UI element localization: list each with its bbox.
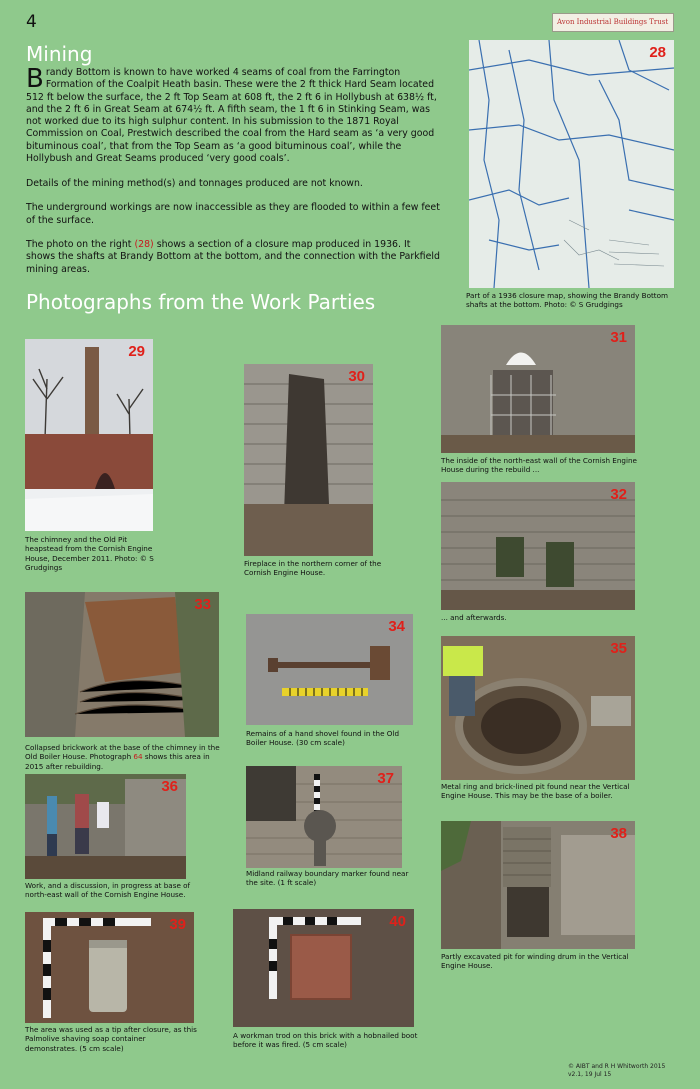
- copyright-line-2: v2.1, 19 Jul 15: [568, 1070, 612, 1078]
- winding-pit-drawing: [441, 821, 635, 949]
- caption-38: Partly excavated pit for winding drum in the Vertical Engine House.: [441, 952, 629, 971]
- photo-number-39: 39: [169, 916, 186, 933]
- chimney-snow-photo: [25, 339, 153, 531]
- caption-40: A workman trod on this brick with a hobnailed boot before it was fired. (5 cm scale): [233, 1031, 418, 1050]
- afterwards-photo: [441, 482, 635, 610]
- photo-number-28: 28: [649, 44, 666, 61]
- caption-37: Midland railway boundary marker found near the site. (1 ft scale): [246, 869, 409, 888]
- fireplace-photo: [244, 364, 373, 556]
- metal-ring-photo: [441, 636, 635, 780]
- photo-number-35: 35: [610, 640, 627, 657]
- collapsed-brickwork-photo: [25, 592, 219, 737]
- winding-pit-photo: [441, 821, 635, 949]
- afterwards-drawing: [441, 482, 635, 610]
- caption-30: Fireplace in the northern corner of the Cornish Engine House.: [244, 559, 382, 578]
- soap-container-photo: [25, 912, 194, 1023]
- hobnail-brick-drawing: [233, 909, 414, 1027]
- photo-number-38: 38: [610, 825, 627, 842]
- dropcap: B: [26, 64, 44, 94]
- caption-33-start: Collapsed brickwork at the base of the chimney in the Old Boiler House. Photograph: [25, 743, 220, 762]
- photo-number-37: 37: [377, 770, 394, 787]
- hobnail-brick-photo: [233, 909, 414, 1027]
- mining-title: Mining: [26, 42, 93, 66]
- photo-number-31: 31: [610, 329, 627, 346]
- photo-number-32: 32: [610, 486, 627, 503]
- caption-34: Remains of a hand shovel found in the Old Boiler House. (30 cm scale): [246, 729, 400, 748]
- photo-number-29: 29: [128, 343, 145, 360]
- collapsed-brickwork-drawing: [25, 592, 219, 737]
- mining-paragraph-3: The underground workings are now inaccessible as they are flooded to within a few feet of the surface.: [26, 202, 440, 226]
- mining-paragraph-1: [26, 64, 442, 165]
- photo-number-30: 30: [348, 368, 365, 385]
- paragraph-4-start: The photo on the right: [26, 239, 135, 251]
- photo-number-34: 34: [388, 618, 405, 635]
- chimney-snow-drawing: [25, 339, 153, 531]
- paragraph-1-body: randy Bottom is known to have worked 4 seams of coal from the Farrington Formation of the Coalpit Heath basin. These were the 2 ft thick Hard Seam located 512 ft below the surface, the 2 ft Top Seam at 608 ft, the 2 ft 6 in Hollybush at 638½ ft, and the 2 ft 6 in Great Seam at 674½ ft. A fifth seam, the 1 ft 6 in Stinking Seam, was not worked due to its high sulphur content. In his submission to the 1871 Royal Commission on Coal, Prestwich described the coal from the Hard seam as ‘a very good bituminous coal’, that from the Top Seam as ‘a good bituminous coal’, while the Hollybush and Great Seams produced ‘very good coals’.: [26, 67, 437, 165]
- copyright: [568, 1063, 665, 1078]
- caption-33-end: shows this area in 2015 after rebuilding.: [25, 752, 210, 771]
- caption-31: The inside of the north-east wall of the Cornish Engine House during the rebuild ...: [441, 456, 637, 475]
- mining-paragraph-2: Details of the mining method(s) and tonnages produced are not known.: [26, 177, 363, 189]
- closure-map-drawing: [469, 40, 674, 288]
- trust-logo: Avon Industrial Buildings Trust: [552, 13, 674, 32]
- photo-ref-28: (28): [134, 239, 154, 251]
- paragraph-4-end: shows a section of a closure map produced in 1936. It shows the shafts at Brandy Bottom at the bottom, and the connection with the Parkfield mining areas.: [26, 239, 440, 275]
- closure-map-photo: [469, 40, 674, 288]
- page-number: 4: [26, 12, 37, 32]
- photo-number-33: 33: [194, 596, 211, 613]
- caption-35: Metal ring and brick-lined pit found near the Vertical Engine House. This may be the base of a boiler.: [441, 782, 630, 801]
- photo-number-40: 40: [389, 913, 406, 930]
- photo-ref-64: 64: [133, 752, 143, 762]
- work-parties-title: Photographs from the Work Parties: [26, 290, 376, 314]
- mining-paragraph-4: [26, 239, 442, 276]
- work-progress-photo: [25, 774, 186, 879]
- copyright-line-1: © AIBT and R H Whitworth 2015: [568, 1063, 666, 1070]
- shovel-photo: [246, 614, 413, 725]
- fireplace-drawing: [244, 364, 373, 556]
- rebuild-drawing: [441, 325, 635, 453]
- caption-29: The chimney and the Old Pit heapstead from the Cornish Engine House, December 2011. Photo: © S Grudgings: [25, 535, 154, 573]
- photo-number-36: 36: [161, 778, 178, 795]
- caption-33: [25, 743, 223, 771]
- boundary-marker-photo: [246, 766, 402, 868]
- caption-36: Work, and a discussion, in progress at base of north-east wall of the Cornish Engine House.: [25, 881, 191, 900]
- caption-32: ... and afterwards.: [441, 613, 507, 622]
- caption-39: The area was used as a tip after closure, as this Palmolive shaving soap container demonstrates. (5 cm scale): [25, 1025, 197, 1053]
- metal-ring-drawing: [441, 636, 635, 780]
- rebuild-photo: [441, 325, 635, 453]
- caption-28: Part of a 1936 closure map, showing the Brandy Bottom shafts at the bottom. Photo: © S Grudgings: [466, 291, 669, 310]
- mining-text: [26, 64, 442, 288]
